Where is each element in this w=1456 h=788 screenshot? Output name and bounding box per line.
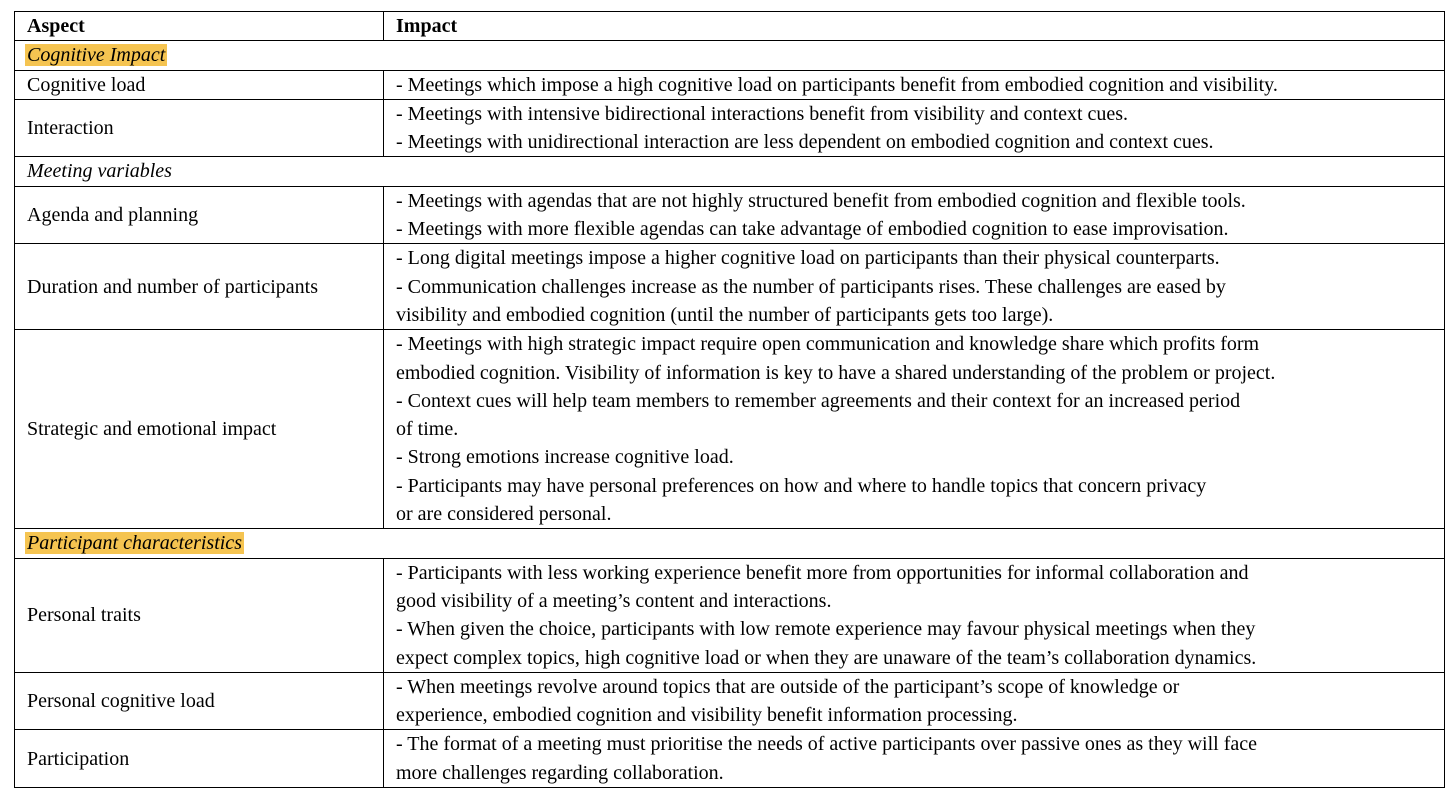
impact-line: - Meetings with intensive bidirectional interactions benefit from visibility and context cues. bbox=[396, 102, 1129, 125]
section-title: Meeting variables bbox=[27, 160, 172, 183]
table-row bbox=[15, 70, 1445, 99]
table-row bbox=[15, 99, 1445, 157]
table-body bbox=[15, 41, 1445, 788]
impact-line: - The format of a meeting must prioritise the needs of active participants over passive ones as they will face bbox=[396, 733, 1258, 756]
header-impact: Impact bbox=[384, 12, 1445, 41]
impact-cell bbox=[384, 330, 1445, 529]
impact-line: - Long digital meetings impose a higher cognitive load on participants than their physical counterparts. bbox=[396, 247, 1220, 270]
impact-line: - Context cues will help team members to remember agreements and their context for an increased period bbox=[396, 389, 1241, 412]
impact-line: of time. bbox=[396, 418, 459, 441]
impact-line: - Meetings with more flexible agendas can take advantage of embodied cognition to ease improvisation. bbox=[396, 218, 1229, 241]
impact-line: - Meetings with high strategic impact require open communication and knowledge share which profits form bbox=[396, 333, 1260, 356]
impact-cell bbox=[384, 186, 1445, 244]
impact-cell bbox=[384, 99, 1445, 157]
section-cell bbox=[15, 157, 1445, 186]
impact-line: - When given the choice, participants with low remote experience may favour physical meetings when they bbox=[396, 618, 1256, 641]
impact-cell bbox=[384, 730, 1445, 788]
impact-line: good visibility of a meeting’s content and interactions. bbox=[396, 589, 832, 612]
impact-line: or are considered personal. bbox=[396, 503, 612, 526]
section-row bbox=[15, 157, 1445, 186]
impact-line: more challenges regarding collaboration. bbox=[396, 761, 724, 784]
impact-line: expect complex topics, high cognitive load or when they are unaware of the team’s collaboration dynamics. bbox=[396, 646, 1257, 669]
impact-line: - Participants with less working experience benefit more from opportunities for informal collaboration and bbox=[396, 561, 1249, 584]
aspect-cell: Participation bbox=[15, 730, 384, 788]
impact-line: experience, embodied cognition and visibility benefit information processing. bbox=[396, 704, 1018, 727]
impact-cell bbox=[384, 70, 1445, 99]
aspect-cell: Personal traits bbox=[15, 558, 384, 672]
section-cell bbox=[15, 529, 1445, 558]
aspect-cell: Interaction bbox=[15, 99, 384, 157]
impact-table bbox=[14, 11, 1445, 788]
table-row bbox=[15, 330, 1445, 529]
table-row bbox=[15, 186, 1445, 244]
section-row bbox=[15, 529, 1445, 558]
table-row bbox=[15, 244, 1445, 330]
impact-line: - Meetings with unidirectional interaction are less dependent on embodied cognition and context cues. bbox=[396, 131, 1214, 154]
aspect-cell: Strategic and emotional impact bbox=[15, 330, 384, 529]
impact-cell bbox=[384, 244, 1445, 330]
impact-line: - Participants may have personal preferences on how and where to handle topics that concern privacy bbox=[396, 474, 1207, 497]
aspect-cell: Duration and number of participants bbox=[15, 244, 384, 330]
aspect-cell: Agenda and planning bbox=[15, 186, 384, 244]
table-row bbox=[15, 730, 1445, 788]
impact-line: - Strong emotions increase cognitive load. bbox=[396, 446, 734, 469]
table-row bbox=[15, 672, 1445, 730]
section-row bbox=[15, 41, 1445, 70]
impact-line: - Communication challenges increase as the number of participants rises. These challenges are eased by bbox=[396, 275, 1226, 298]
impact-line: visibility and embodied cognition (until the number of participants gets too large). bbox=[396, 303, 1054, 326]
section-title: Cognitive Impact bbox=[27, 44, 166, 67]
impact-line: - When meetings revolve around topics that are outside of the participant’s scope of knowledge or bbox=[396, 675, 1180, 698]
aspect-cell: Cognitive load bbox=[15, 70, 384, 99]
table-row bbox=[15, 558, 1445, 672]
impact-line: - Meetings which impose a high cognitive load on participants benefit from embodied cognition and visibility. bbox=[396, 73, 1278, 96]
aspect-cell: Personal cognitive load bbox=[15, 672, 384, 730]
header-aspect: Aspect bbox=[15, 12, 384, 41]
header-row bbox=[15, 12, 1445, 41]
section-title: Participant characteristics bbox=[27, 532, 242, 555]
impact-cell bbox=[384, 672, 1445, 730]
impact-cell bbox=[384, 558, 1445, 672]
impact-line: - Meetings with agendas that are not highly structured benefit from embodied cognition and flexible tools. bbox=[396, 189, 1246, 212]
section-cell bbox=[15, 41, 1445, 70]
impact-line: embodied cognition. Visibility of information is key to have a shared understanding of the problem or project. bbox=[396, 361, 1276, 384]
